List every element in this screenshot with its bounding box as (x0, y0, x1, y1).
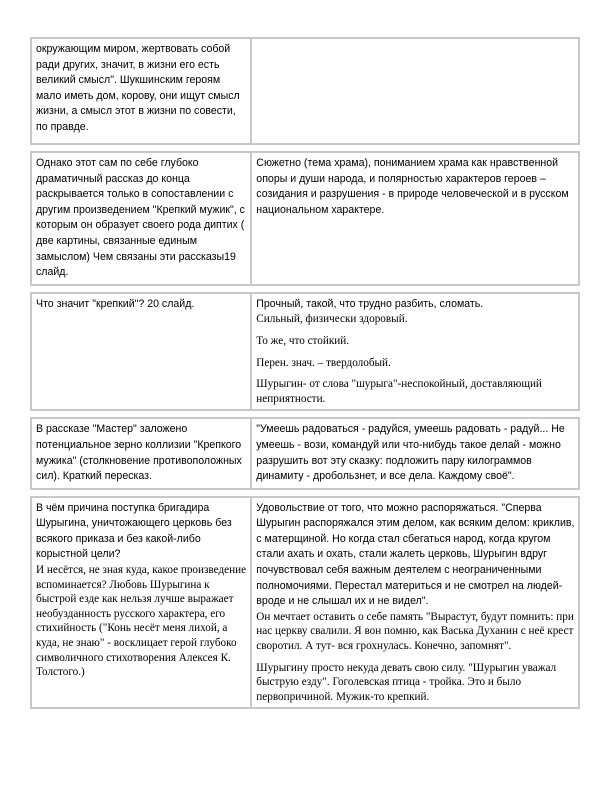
left-cell (30, 292, 252, 412)
cell-text: Сюжетно (тема храма), пониманием храма как нравственной опоры и души народа, и полярностью характеров героев – созидания и разрушения - в природе человеческой и в русском национальном характере. (256, 157, 569, 216)
table-row (30, 417, 580, 489)
cell-text: Прочный, такой, что трудно разбить, сломать. (256, 297, 484, 310)
cell-text: Шурыгин- от слова "шурыга"-неспокойный, доставляющий неприятности. (256, 378, 542, 405)
table-row (30, 496, 580, 710)
content-table (30, 37, 580, 709)
cell-text: Сильный, физически здоровый. (256, 313, 408, 326)
table-row (30, 292, 580, 412)
cell-text: окружающим миром, жертвовать собой ради других, значит, в жизни его есть великий смысл". Шукшинским героям мало иметь дом, корову, они ищут смысл жизни, а смысл этот в жизни по совести, по правде. (36, 43, 240, 133)
cell-text: То же, что стойкий. (256, 334, 350, 347)
table-row (30, 37, 580, 145)
cell-text: Удовольствие от того, что можно распоряжаться. "Сперва Шурыгин распоряжался этим делом, как всяким делом: криклив, с матерщиной. Но когда стал сбегаться народ, когда кругом стали ахать и охать, стали жалеть церковь, Шурыгин вдруг почувствовал себя важным деятелем с неограниченными полномочиями. Перестал материться и не смотрел на людей- вроде и не слышал их и не видел". (256, 501, 575, 608)
left-cell (30, 496, 252, 710)
cell-text: В чём причина поступка бригадира Шурыгина, уничтожающего церковь без всякого приказа и без какой-либо корыстной цели? (36, 501, 232, 561)
table-row (30, 151, 580, 286)
cell-text: Перен. знач. – твердолобый. (256, 356, 391, 369)
left-cell (30, 37, 252, 145)
cell-text: И несётся, не зная куда, какое произведение вспоминается? Любовь Шурыгина к быстрой езде как нельзя лучше выражает необузданность русского характера, его стихийность ("Конь несёт меня лихой, а куда, не знаю" - восклицает герой глубоко символичного стихотворения Алексея К. Толстого.) (36, 564, 247, 679)
left-cell (30, 151, 252, 286)
right-cell (252, 417, 580, 489)
cell-text: В рассказе "Мастер" заложено потенциальное зерно коллизии "Крепкого мужика" (столкновение противоположных сил). Краткий пересказ. (36, 423, 242, 483)
left-cell (30, 417, 252, 489)
cell-text: "Умеешь радоваться - радуйся, умеешь радовать - радуй... Не умеешь - вози, командуй или что-нибудь такое делай - можно разрушить вот эту сказку: подложить пару килограммов динамиту - дробользнет, и все дела. Каждому своё". (256, 423, 565, 483)
right-cell (252, 37, 580, 145)
right-cell (252, 496, 580, 710)
cell-text: Что значит "крепкий"? 20 слайд. (36, 297, 195, 310)
right-cell (252, 292, 580, 412)
cell-text: Однако этот сам по себе глубоко драматичный рассказ до конца раскрывается только в сопоставлении с другим произведением "Крепкий мужик", с которым он образует своего рода диптих ( две картины, связанные единым замыслом) Чем связаны эти рассказы19 слайд. (36, 157, 245, 279)
cell-text: Он мечтает оставить о себе память "Вырастут, будут помнить: при нас церкву свалили. Я вон помню, как Васька Духанин с неё крест своротил. А тут- вся грохнулась. Конечно, запомнят". (256, 610, 574, 653)
right-cell (252, 151, 580, 286)
cell-text: Шурыгину просто некуда девать свою силу. "Шурыгин уважал быструю езду". Гоголевская птица - тройка. Это и было первопричиной. Мужик-то крепкий. (256, 661, 557, 703)
